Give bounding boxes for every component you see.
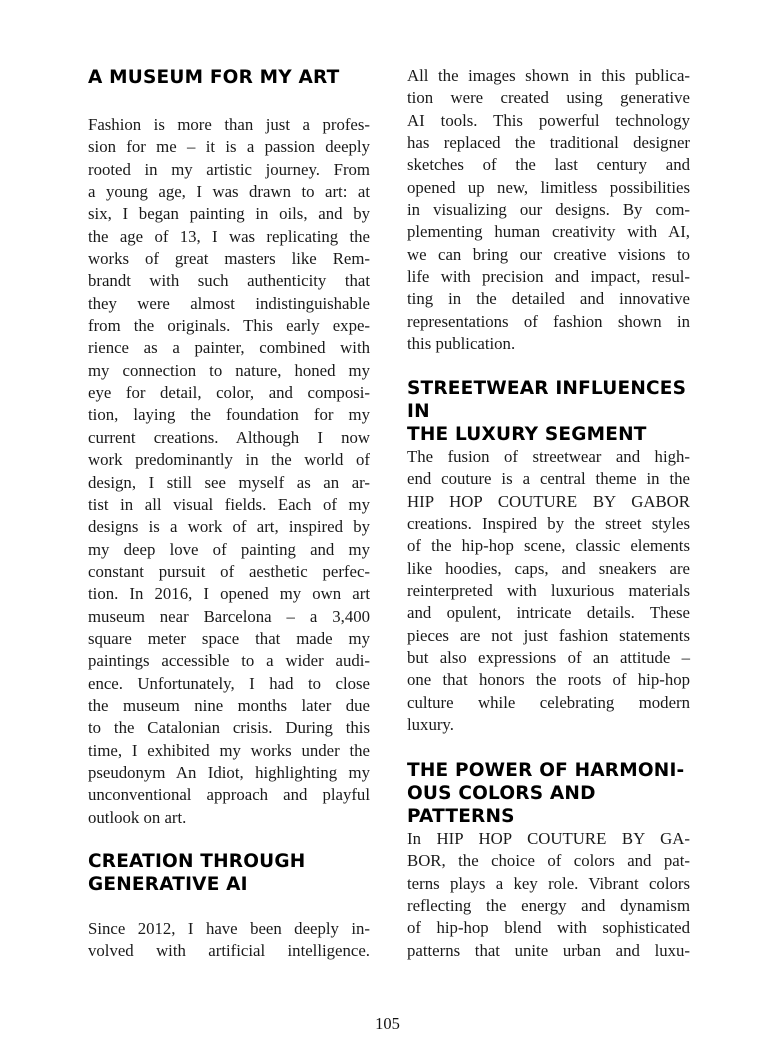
text-line: like hoodies, caps, and sneakers are: [407, 558, 690, 578]
text-line: they were almost indistinguishable: [88, 293, 370, 313]
text-line: constant pursuit of aesthetic perfec-: [88, 561, 370, 581]
text-line: brandt with such authenticity that: [88, 271, 370, 291]
text-line: sketches of the last century and: [407, 155, 690, 175]
text-line: AI tools. This powerful technology: [407, 110, 690, 130]
text-line: work predominantly in the world of: [88, 450, 370, 470]
heading-line: OUS COLORS AND PATTERNS: [407, 783, 596, 827]
text-line: tion, laying the foundation for my: [88, 405, 370, 425]
text-line: we can bring our creative visions to: [407, 244, 690, 264]
text-line: tist in all visual fields. Each of my: [88, 494, 370, 514]
text-line: Fashion is more than just a profes-: [88, 115, 370, 134]
text-line: reflecting the energy and dynamism: [407, 896, 690, 916]
text-line: my deep love of painting and my: [88, 539, 370, 559]
text-line: representations of fashion shown in: [407, 311, 690, 331]
page-number: 105: [375, 1014, 400, 1033]
paragraph-museum: [88, 114, 370, 829]
text-line: paintings accessible to a wider audi-: [88, 651, 370, 671]
heading-line: CREATION THROUGH: [88, 851, 306, 872]
heading-museum: A MUSEUM FOR MY ART: [88, 67, 340, 88]
text-line: In HIP HOP COUTURE BY GA-: [407, 829, 690, 848]
text-line: current creations. Although I now: [88, 427, 370, 447]
text-line: tion were created using generative: [407, 88, 690, 108]
text-line: pieces are not just fashion statements: [407, 625, 690, 645]
text-line: All the images shown in this publica-: [407, 66, 690, 85]
text-line: of the hip-hop scene, classic elements: [407, 536, 690, 556]
paragraph-generative-ai: [88, 918, 370, 963]
text-line: plementing human creativity with AI,: [407, 222, 690, 242]
text-line: works of great masters like Rem-: [88, 249, 370, 269]
heading-line: THE POWER OF HARMONI-: [407, 760, 685, 781]
text-line: a young age, I was drawn to art: at: [88, 182, 370, 202]
text-line: volved with artificial intelligence.: [88, 941, 370, 961]
text-line: one that honors the roots of hip-hop: [407, 670, 690, 690]
paragraph-colors-patterns: [407, 828, 690, 962]
text-line: six, I began painting in oils, and by: [88, 204, 370, 224]
text-line: to the Catalonian crisis. During this: [88, 718, 370, 738]
text-line: sion for me – it is a passion deeply: [88, 137, 370, 157]
text-line: unconventional approach and playful: [88, 785, 370, 805]
text-line: HIP HOP COUTURE BY GABOR: [407, 491, 690, 511]
text-line: culture while celebrating modern: [407, 692, 690, 712]
text-line: ting in the detailed and innovative: [407, 289, 690, 309]
text-line: the museum nine months later due: [88, 695, 370, 715]
text-line: but also expressions of an attitude –: [407, 648, 690, 668]
text-line: luxury.: [407, 715, 454, 735]
text-line: creations. Inspired by the street styles: [407, 514, 690, 534]
text-line: ence. Unfortunately, I had to close: [88, 673, 370, 693]
heading-colors-patterns: [407, 759, 690, 828]
heading-generative-ai: [88, 850, 370, 896]
text-line: tion. In 2016, I opened my own art: [88, 584, 370, 604]
text-line: life with precision and impact, resul-: [407, 267, 690, 287]
text-line: and opulent, intricate details. These: [407, 603, 690, 623]
text-line: opened up new, limitless possibilities: [407, 177, 690, 197]
text-line: time, I exhibited my works under the: [88, 740, 370, 760]
text-line: from the originals. This early expe-: [88, 316, 370, 336]
text-line: design, I still see myself as an ar-: [88, 472, 370, 492]
paragraph-streetwear: [407, 446, 690, 736]
text-line: outlook on art.: [88, 807, 187, 827]
text-line: rience as a painter, combined with: [88, 338, 370, 358]
text-line: The fusion of streetwear and high-: [407, 447, 690, 466]
text-line: end couture is a central theme in the: [407, 469, 690, 489]
text-line: this publication.: [407, 334, 516, 354]
heading-streetwear: [407, 377, 690, 446]
text-line: museum near Barcelona – a 3,400: [88, 606, 370, 626]
text-line: reinterpreted with luxurious materials: [407, 581, 690, 601]
text-line: terns plays a key role. Vibrant colors: [407, 873, 690, 893]
heading-line: STREETWEAR INFLUENCES IN: [407, 378, 687, 422]
paragraph-images: [407, 65, 690, 355]
text-line: of hip-hop blend with sophisticated: [407, 918, 690, 938]
text-line: BOR, the choice of colors and pat-: [407, 851, 690, 871]
text-line: eye for detail, color, and composi-: [88, 383, 370, 403]
text-line: patterns that unite urban and luxu-: [407, 940, 690, 960]
text-line: square meter space that made my: [88, 628, 370, 648]
text-line: has replaced the traditional designer: [407, 133, 690, 153]
text-line: the age of 13, I was replicating the: [88, 226, 370, 246]
text-line: in visualizing our designs. By com-: [407, 200, 690, 220]
text-line: designs is a work of art, inspired by: [88, 517, 370, 537]
heading-line: THE LUXURY SEGMENT: [407, 424, 647, 445]
text-line: rooted in my artistic journey. From: [88, 159, 370, 179]
text-line: my connection to nature, honed my: [88, 360, 370, 380]
heading-line: GENERATIVE AI: [88, 874, 248, 895]
text-line: Since 2012, I have been deeply in-: [88, 919, 370, 938]
text-line: pseudonym An Idiot, highlighting my: [88, 762, 370, 782]
